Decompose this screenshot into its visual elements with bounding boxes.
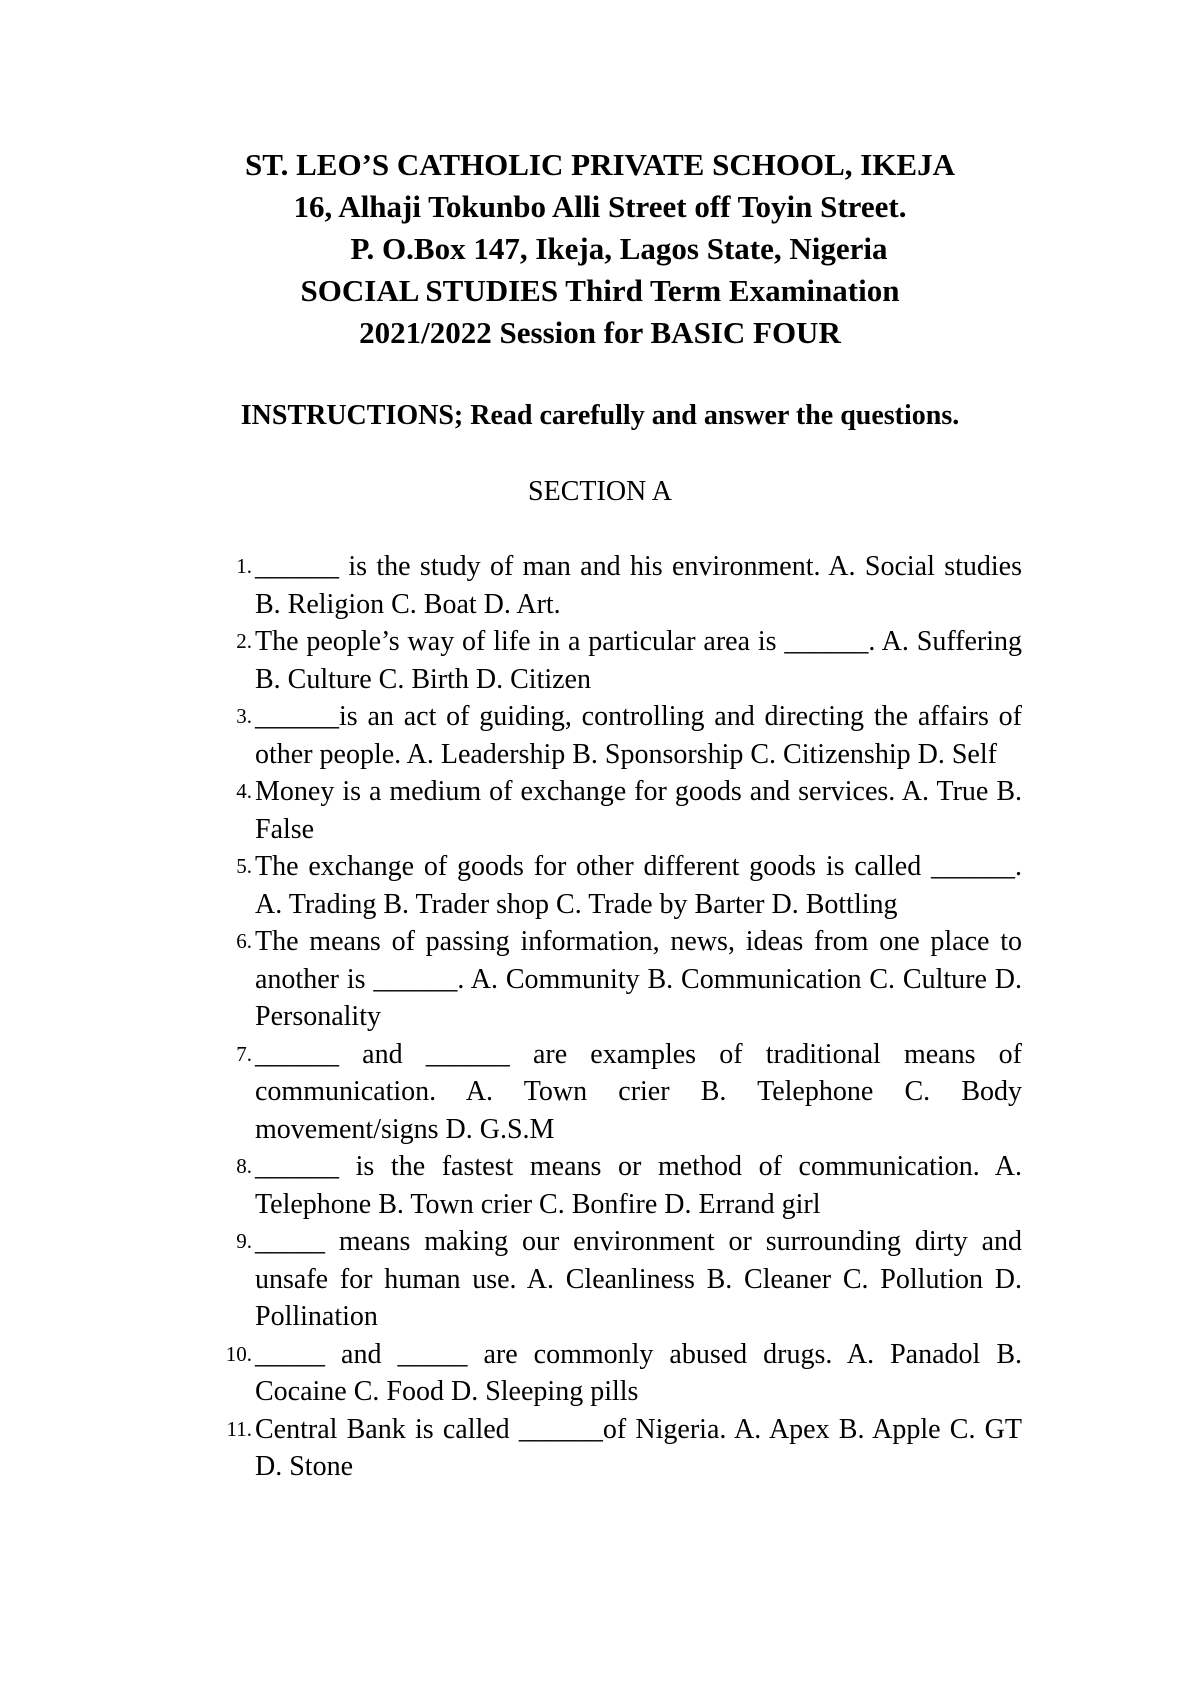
exam-session: 2021/2022 Session for BASIC FOUR [359, 315, 841, 350]
question-item [200, 698, 1022, 773]
instructions: INSTRUCTIONS; Read carefully and answer the questions. [240, 400, 960, 431]
question-item [200, 1223, 1022, 1336]
section-title: SECTION A [528, 476, 672, 507]
question-number: 2. [236, 629, 252, 653]
question-number: 5. [236, 854, 252, 878]
question-item [200, 1148, 1022, 1223]
question-item [200, 773, 1022, 848]
question-number: 8. [236, 1154, 252, 1178]
question-text: ______ and ______ are examples of traditional means of communication. A. Town crier B. Telephone C. Body movement/signs D. G.S.M [255, 1038, 1022, 1145]
question-number: 4. [236, 779, 252, 803]
question-item [200, 923, 1022, 1036]
question-item [200, 548, 1022, 623]
question-number: 9. [236, 1229, 252, 1253]
school-po-box: P. O.Box 147, Ikeja, Lagos State, Nigeria [350, 231, 888, 266]
question-list [200, 548, 1022, 1486]
question-item [200, 1036, 1022, 1149]
question-text: _____ means making our environment or surrounding dirty and unsafe for human use. A. Cleanliness B. Cleaner C. Pollution D. Pollination [255, 1226, 1022, 1332]
school-name: ST. LEO’S CATHOLIC PRIVATE SCHOOL, IKEJA [244, 147, 955, 182]
question-text: Central Bank is called ______of Nigeria. A. Apex B. Apple C. GT D. Stone [255, 1413, 1022, 1482]
question-item [200, 1411, 1022, 1486]
question-number: 3. [236, 704, 252, 728]
question-text: ______ is the study of man and his environment. A. Social studies B. Religion C. Boat D. Art. [255, 551, 1022, 620]
question-item [200, 623, 1022, 698]
document-header [0, 144, 1200, 354]
question-item [200, 848, 1022, 923]
question-number: 7. [236, 1041, 252, 1066]
question-number: 11. [226, 1416, 252, 1441]
question-number: 6. [236, 929, 252, 953]
question-number: 1. [236, 554, 252, 578]
question-text: _____ and _____ are commonly abused drugs. A. Panadol B. Cocaine C. Food D. Sleeping pills [255, 1338, 1022, 1407]
question-number: 10. [225, 1341, 252, 1366]
question-text: The exchange of goods for other different goods is called ______. A. Trading B. Trader shop C. Trade by Barter D. Bottling [255, 851, 1022, 920]
school-address: 16, Alhaji Tokunbo Alli Street off Toyin Street. [293, 189, 907, 224]
question-text: ______is an act of guiding, controlling and directing the affairs of other people. A. Leadership B. Sponsorship C. Citizenship D. Self [255, 701, 1022, 770]
question-text: ______ is the fastest means or method of communication. A. Telephone B. Town crier C. Bonfire D. Errand girl [255, 1151, 1022, 1220]
question-item [200, 1336, 1022, 1411]
question-text: Money is a medium of exchange for goods and services. A. True B. False [255, 776, 1022, 845]
question-text: The means of passing information, news, ideas from one place to another is ______. A. Community B. Communication C. Culture D. Personality [255, 926, 1022, 1032]
question-text: The people’s way of life in a particular area is ______. A. Suffering B. Culture C. Birth D. Citizen [255, 626, 1022, 695]
exam-title: SOCIAL STUDIES Third Term Examination [300, 273, 900, 308]
